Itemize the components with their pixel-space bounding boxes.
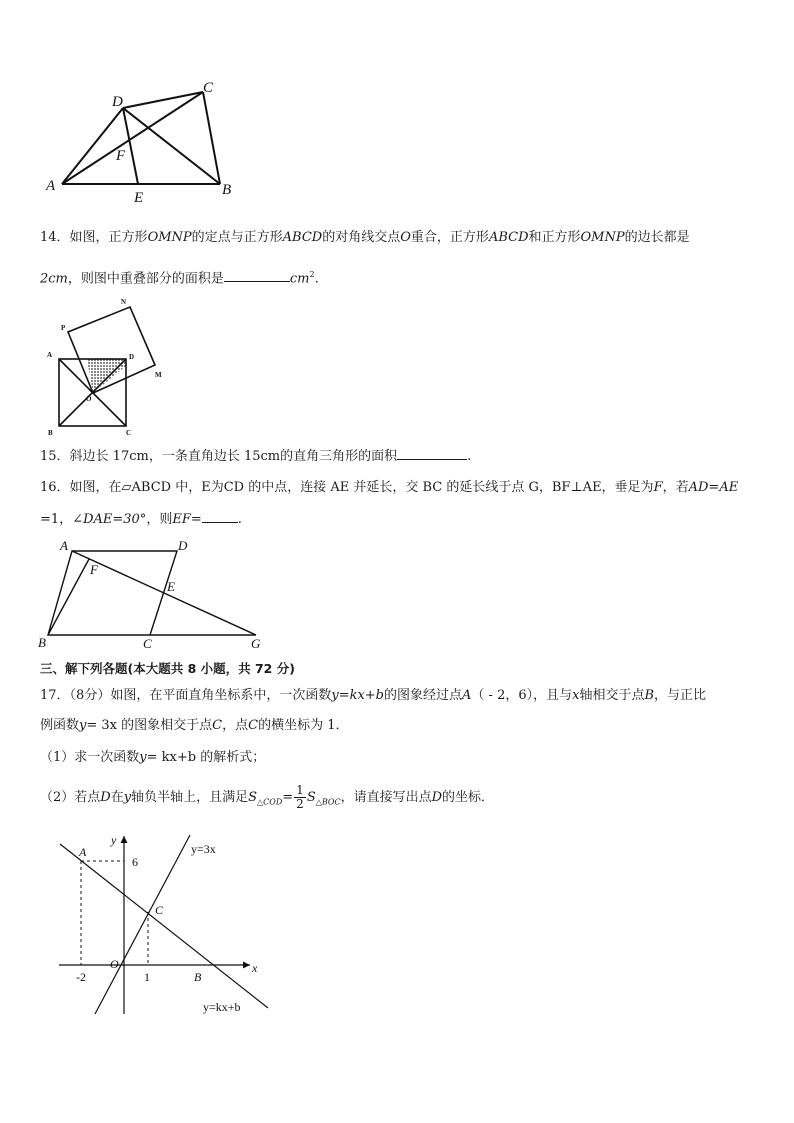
fraction-one-half: $\frac{1}{2}$: [296, 783, 304, 811]
label-a: A: [46, 178, 56, 194]
section-3-heading: 三、解下列各题(本大题共 8 小题，共 72 分): [40, 661, 295, 676]
label-c: C: [155, 903, 164, 917]
label-f: F: [116, 148, 126, 164]
label-a: A: [60, 538, 68, 553]
q17-sub1: （1）求一次函数y= kx+b 的解析式；: [40, 750, 266, 765]
seg-ad: [62, 108, 123, 184]
q14-line2: 2cm，则图中重叠部分的面积是 $cm^2$.: [40, 270, 319, 287]
q17-line1: 17．（8分）如图，在平面直角坐标系中，一次函数y=kx+b的图象经过点A（ - 2，6），且与x轴相交于点B，与正比: [40, 688, 707, 703]
label-g: G: [251, 636, 261, 651]
label-e: E: [167, 579, 175, 594]
seg-ag: [72, 551, 256, 635]
seg-db: [123, 108, 220, 184]
figure-q16: [34, 537, 270, 653]
label-x-axis: x: [252, 961, 258, 975]
seg-bf: [48, 559, 89, 635]
label-b: B: [48, 429, 53, 437]
label-o: O: [110, 957, 119, 971]
label-y-axis: y: [111, 833, 117, 847]
seg-de: [123, 108, 138, 184]
q16-line1: 16．如图，在▱ABCD 中，E为CD 的中点，连接 AE 并延长，交 BC 的延长线于点 G，BF⊥AE，垂足为F，若AD=AE: [40, 480, 739, 495]
label-b: B: [38, 635, 46, 650]
label-p: P: [61, 324, 66, 332]
figure-q14: [40, 293, 180, 439]
label-d: D: [112, 94, 123, 110]
label-o: O: [86, 395, 92, 403]
label-e: E: [134, 190, 144, 206]
label-line-kxb: y=kx+b: [203, 1000, 241, 1014]
tick-neg2: -2: [76, 970, 86, 984]
tick-6: 6: [132, 855, 138, 869]
seg-cb: [203, 92, 220, 184]
label-n: N: [121, 298, 127, 306]
parallelogram-abcd: [48, 551, 177, 635]
label-a: A: [79, 845, 87, 859]
label-d: D: [129, 353, 135, 361]
line-y-3x: [95, 835, 190, 1014]
label-d: D: [178, 538, 188, 553]
label-m: M: [155, 371, 162, 379]
q15: 15．斜边长 17cm，一条直角边长 15cm的直角三角形的面积 .: [40, 449, 472, 464]
label-f: F: [90, 562, 98, 577]
label-b: B: [194, 970, 202, 984]
figure-q17: [55, 828, 285, 1020]
label-c: C: [143, 636, 152, 651]
q17-line2: 例函数y= 3x 的图象相交于点C，点C的横坐标为 1．: [40, 718, 349, 733]
label-a: A: [47, 351, 53, 359]
tick-1: 1: [144, 970, 150, 984]
line-y-kx-b: [60, 844, 268, 1008]
label-b: B: [222, 182, 232, 198]
q14-line1: 14．如图，正方形OMNP的定点与正方形ABCD的对角线交点O重合，正方形ABCD和正方形OMNP的边长都是: [40, 230, 690, 245]
figure-q13: [40, 78, 250, 206]
label-c: C: [203, 80, 214, 96]
answer-blank-q15[interactable]: [397, 447, 467, 460]
answer-blank-q14[interactable]: [224, 269, 290, 282]
label-line-3x: y=3x: [191, 842, 216, 856]
q16-line2: =1，∠DAE=30°，则EF= .: [40, 512, 242, 527]
answer-blank-q16[interactable]: [202, 510, 238, 523]
q17-sub2: （2）若点D在y轴负半轴上，且满足$S_{\triangle COD}=$ $\frac{1}{2}$ $S_{\triangle BOC}$，请直接写出点D的坐标．: [40, 783, 495, 811]
label-c: C: [126, 429, 132, 437]
